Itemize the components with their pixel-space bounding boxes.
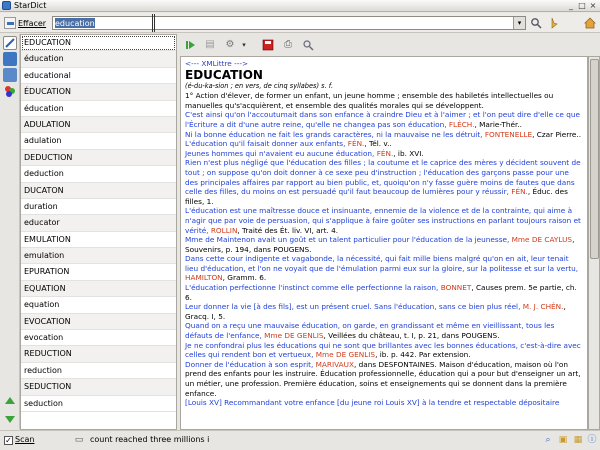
citation: L'éducation perfectionne l'instinct comme elle perfectionne la raison, BONNET, Causes prem. 5e partie, ch. 6. [185, 283, 577, 302]
word-list-item[interactable]: reduction [21, 363, 176, 379]
word-list-item[interactable]: REDUCTION [21, 346, 176, 362]
search-dropdown-button[interactable]: ▾ [513, 17, 525, 29]
search-mode-icon[interactable] [3, 36, 17, 50]
print-icon[interactable]: ⎙ [284, 39, 292, 50]
status-bar [0, 430, 600, 450]
copy-icon[interactable]: ▤ [205, 39, 215, 50]
word-list-item[interactable]: seduction [21, 396, 176, 412]
word-list-item[interactable]: DUCATON [21, 183, 176, 199]
close-button[interactable]: × [589, 1, 597, 10]
citation: C'est ainsi qu'on l'accoutumait dans son enfance à craindre Dieu et à l'aimer ; et l'on peut dire d'elle ce que l'Écriture a dit d'une autre reine, qu'elle ne changea pas son éducation, FLÉCH., Marie-Thér.. [185, 110, 580, 129]
article-scrollbar[interactable] [588, 56, 600, 430]
citation: Donner de l'éducation à son esprit, MARIVAUX, dans DESFONTAINES. Maison d'éducation, maison où l'on prend des enfants pour les instruire. Éducation professionnelle, éducation qui a pour but d'enseigner un art, un métier, une profession. Première éducation, soins et enseignements qui se donnent dans la première enfance. [185, 359, 581, 398]
word-list-item[interactable]: emulation [21, 248, 176, 264]
word-list-item[interactable]: EDUCATION [21, 35, 176, 51]
scan-label: Scan [15, 435, 35, 444]
citation: Quand on a reçu une mauvaise éducation, on garde, en grandissant et même en vieillissant, tous les défauts de l'enfance, Mme DE GENLIS, Veillées du château, t. I, p. 21, dans POUGENS. [185, 321, 555, 341]
word-list-item[interactable]: ÉDUCATION [21, 84, 176, 100]
sidebar-tool-strip [0, 34, 20, 429]
word-list-item[interactable]: deduction [21, 166, 176, 182]
search-icon[interactable] [530, 17, 542, 29]
home-icon[interactable] [584, 17, 596, 29]
dictionary-source: <--- XMLittre ---> [185, 59, 249, 68]
info-icon[interactable]: ⓘ [587, 435, 597, 445]
citation: Leur donner la vie [à des fils], est un présent cruel. Sans l'éducation, sans ce bien plus réel, M. J. CHÉN., Gracq. I, 5. [185, 302, 566, 321]
word-list-item[interactable]: equation [21, 297, 176, 313]
word-list-item[interactable]: SEDUCTION [21, 379, 176, 395]
search-input[interactable] [53, 17, 515, 29]
status-message: count reached three millions i [90, 435, 210, 444]
settings-gear-icon[interactable]: ⚙ [225, 39, 235, 50]
word-list-item[interactable]: éducation [21, 101, 176, 117]
citation: L'éducation qu'il faisait donner aux enfants, FÉN., Tél. v.. [185, 139, 392, 149]
app-icon [2, 1, 11, 10]
word-list-item[interactable]: educator [21, 215, 176, 231]
citation: Jeunes hommes qui n'avaient eu aucune éducation, FÉN., ib. XVI. [185, 148, 424, 158]
save-icon[interactable] [262, 39, 274, 51]
result-mode-icon[interactable] [3, 52, 17, 66]
word-list-item[interactable]: EVOCATION [21, 314, 176, 330]
word-list-item[interactable]: educational [21, 68, 176, 84]
pointer-icon[interactable] [546, 17, 558, 29]
word-list[interactable] [20, 34, 177, 430]
pronunciation: (é-du-ka-sion ; en vers, de cinq syllabes) s. f. [185, 81, 334, 90]
definition-1: 1° Action d'élever, de former un enfant, un jeune homme ; ensemble des habiletés intellectuelles ou manuelles qu's'acquièrent, et ensemble des qualités morales qui se développent. [185, 91, 554, 110]
citation: Rien n'est plus négligé que l'éducation des filles ; la coutume et le caprice des mères y décident souvent de tout ; on suppose qu'on doit donner à ce sexe peu d'instruction ; l'éducation des garçons passe pour une des principales affaires par rapport au bien public, et, quoiqu'on n'y fasse guère moins de fautes que dans celle des filles, du moins on est persuadé qu'il faut beaucoup de lumières pour y réussir, FÉN., Éduc. des filles, 1. [185, 158, 581, 206]
article-view[interactable] [180, 56, 588, 430]
minimize-button[interactable]: _ [569, 1, 573, 10]
window-title: StarDict [14, 1, 47, 10]
word-list-item[interactable]: éducation [21, 51, 176, 67]
find-icon[interactable] [302, 39, 314, 51]
lock-icon[interactable]: ▣ [558, 435, 568, 445]
headword: EDUCATION [185, 67, 263, 82]
word-list-item[interactable]: ADULATION [21, 117, 176, 133]
clear-button[interactable] [4, 16, 46, 30]
chevron-down-icon[interactable]: ▾ [242, 41, 246, 49]
citation: [Louis XV] Recommandant votre enfance [du jeune roi Louis XV] à la tendre et respectable dépositaire [185, 398, 560, 408]
citation: Dans cette cour indigente et vagabonde, la nécessité, qui fait mille biens malgré qu'on en ait, leur tenait lieu d'éducation, et l'on ne voyait que de l'émulation parmi eux sur la gloire, sur la politesse et sur la vertu, HAMILTON, Gramm. 6. [185, 254, 579, 283]
word-list-item[interactable]: DEDUCTION [21, 150, 176, 166]
word-list-item[interactable]: EPURATION [21, 264, 176, 280]
word-list-item[interactable]: EQUATION [21, 281, 176, 297]
citation: Ni la bonne éducation ne fait les grands caractères, ni la mauvaise ne les détruit, FONTENELLE, Czar Pierre.. [185, 129, 582, 139]
scroll-up-icon[interactable] [3, 394, 17, 408]
citation: Je ne confondrai plus les éducations qui ne sont que brillantes avec les bonnes éducations, c'est-à-dire avec celles qui rendent bon et vertueux, Mme DE GENLIS, ib. p. 442. Par extension. [185, 340, 581, 360]
play-icon[interactable] [184, 39, 196, 51]
word-list-item[interactable]: evocation [21, 330, 176, 346]
manage-dict-icon[interactable]: ▦ [573, 435, 583, 445]
scroll-down-icon[interactable] [3, 412, 17, 426]
scan-checkbox[interactable]: ✓ [5, 436, 12, 445]
maximize-button[interactable]: □ [578, 1, 586, 10]
main-toolbar [0, 13, 600, 33]
citation: Mme de Maintenon avait un goût et un talent particulier pour l'éducation de la jeunesse, Mme DE CAYLUS, Souvenirs, p. 194, dans POUGENS. [185, 235, 575, 254]
word-list-item[interactable]: EMULATION [21, 232, 176, 248]
text-cursor-icon [152, 14, 155, 32]
search-box[interactable] [52, 16, 526, 30]
tree-mode-icon[interactable] [3, 68, 17, 82]
clear-label: Effacer [18, 18, 47, 28]
citation: L'éducation est une maîtresse douce et insinuante, ennemie de la violence et de la contrainte, qui aime à n'agir que par voie de persuasion, qui s'applique à faire goûter ses instructions en parlant toujours raison et vérité, ROLLIN, Traité des Ét. liv. VI, art. 4. [185, 206, 581, 235]
scrollbar-thumb[interactable] [590, 59, 599, 259]
word-list-item[interactable]: adulation [21, 133, 176, 149]
content-toolbar [180, 36, 600, 54]
search-online-icon[interactable]: ⌕ [545, 435, 551, 445]
word-list-item[interactable]: duration [21, 199, 176, 215]
clear-icon [4, 17, 16, 29]
scan-mode-icon[interactable]: ▭ [74, 435, 84, 445]
title-bar [0, 0, 600, 12]
color-mode-icon[interactable] [3, 84, 17, 98]
